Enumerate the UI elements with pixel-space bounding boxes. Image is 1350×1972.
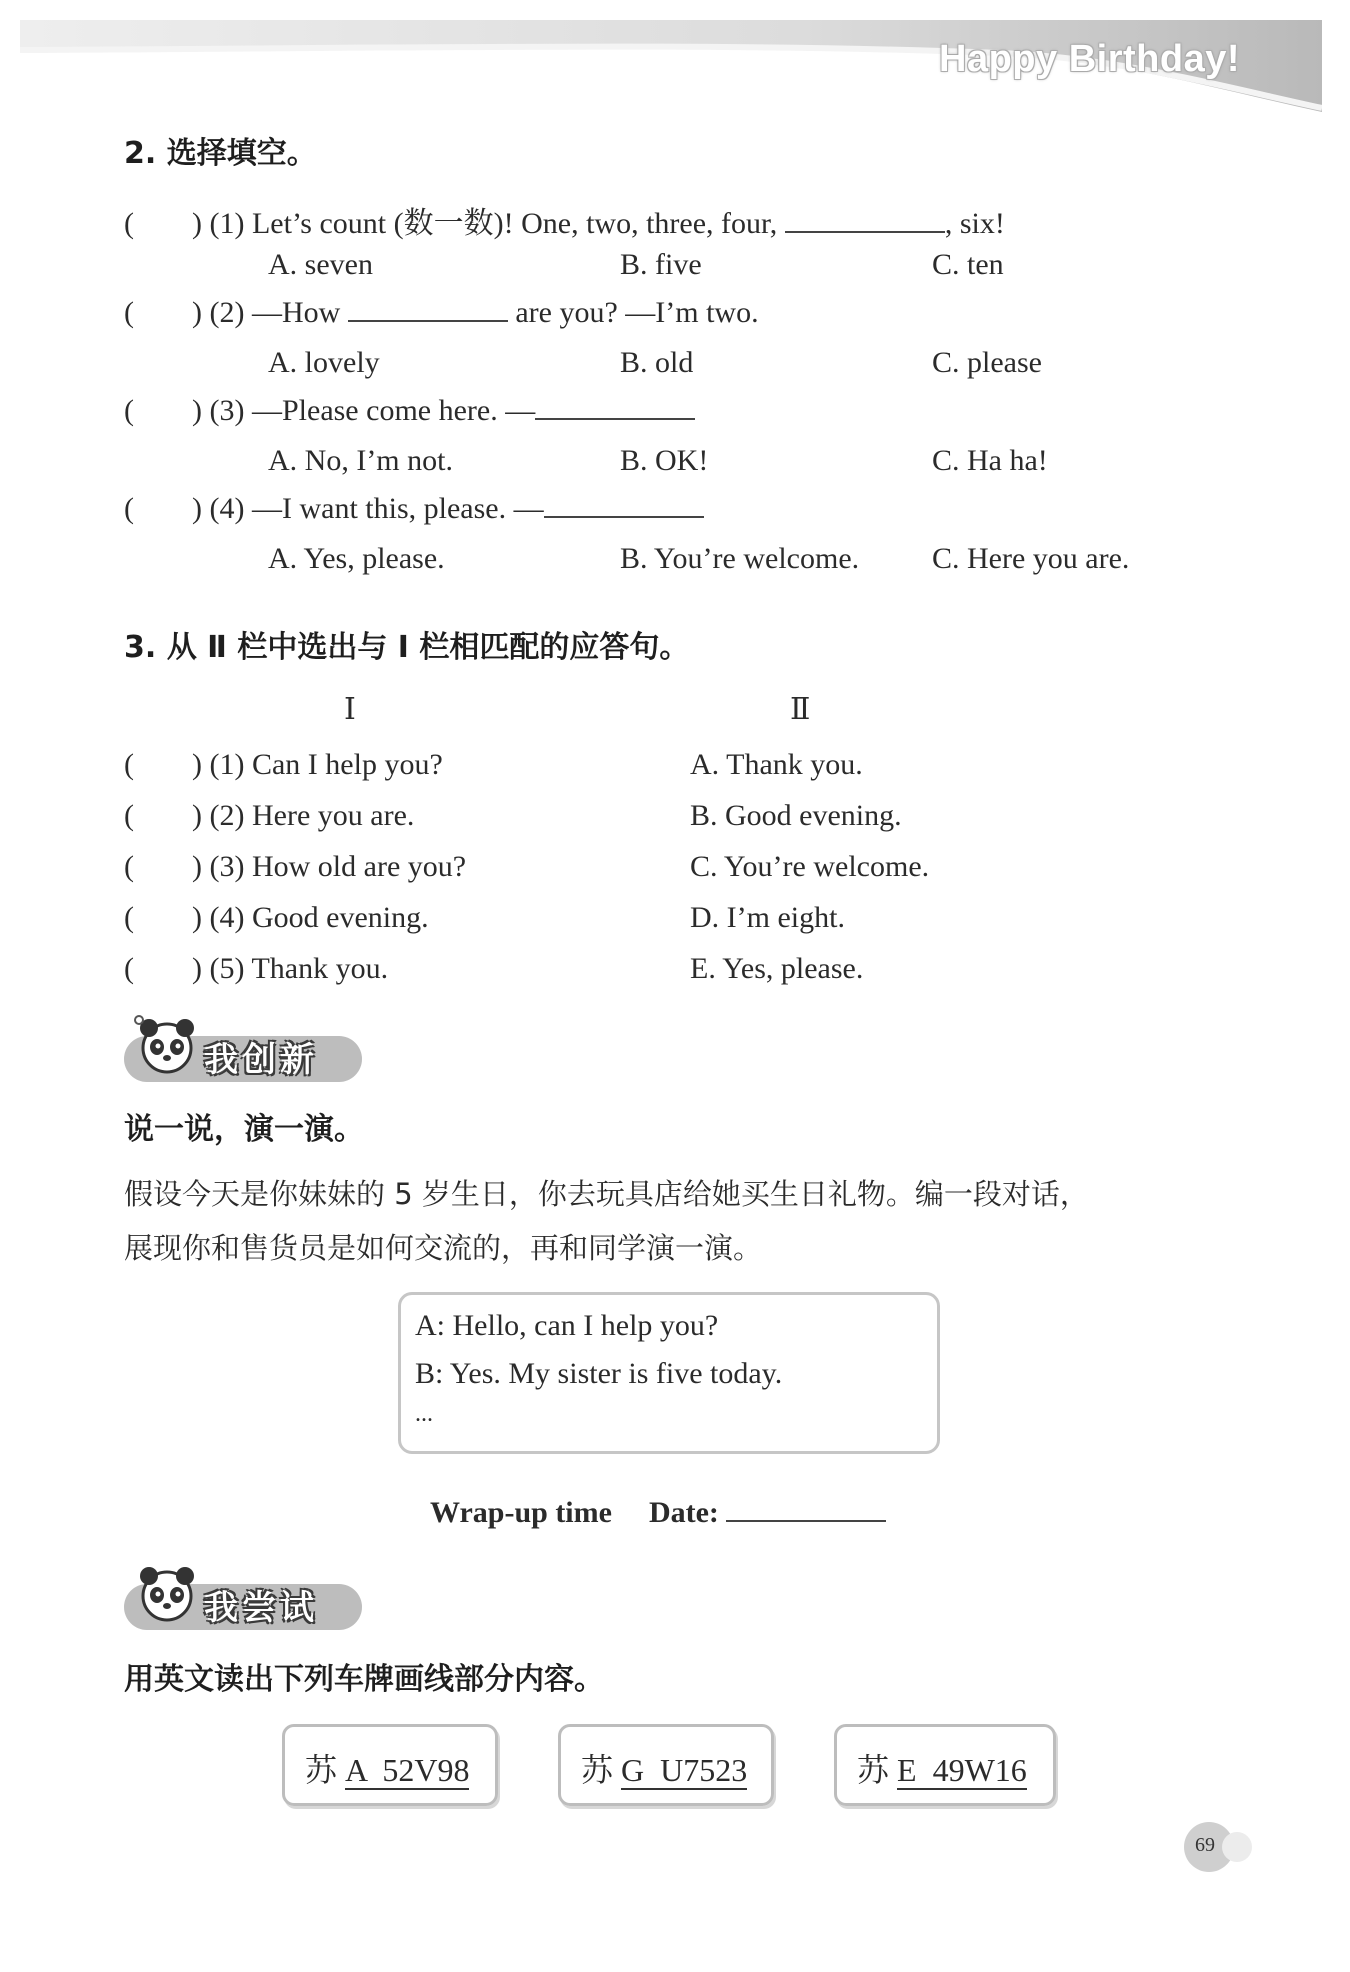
- question-2: ( ) (2) —How are you? —I’m two.: [124, 296, 759, 329]
- option-c: C. Ha ha!: [932, 444, 1048, 477]
- option-c: C. ten: [932, 248, 1004, 281]
- plate-underlined: G U7523: [621, 1752, 748, 1788]
- match-left: (3) How old are you?: [209, 850, 467, 883]
- page-number-dot: [1222, 1832, 1252, 1862]
- answer-paren[interactable]: (: [124, 901, 134, 934]
- license-plate: [834, 1724, 1056, 1806]
- answer-paren[interactable]: (: [124, 850, 134, 883]
- match-right: A. Thank you.: [690, 748, 863, 781]
- answer-paren[interactable]: (: [124, 394, 134, 427]
- dialog-box: [398, 1292, 940, 1454]
- dialog-line-1: A: Hello, can I help you?: [415, 1309, 719, 1342]
- wrapup-row: [430, 1496, 886, 1530]
- plate-prefix: 苏: [581, 1752, 614, 1788]
- question-stem-end: , six!: [944, 207, 1005, 240]
- match-right: B. Good evening.: [690, 799, 902, 832]
- match-right: E. Yes, please.: [690, 952, 864, 985]
- answer-paren[interactable]: (: [124, 799, 134, 832]
- create-badge-label: 我创新: [204, 1040, 318, 1080]
- match-row-3: ( ) (3) How old are you?: [124, 850, 467, 883]
- match-left: (1) Can I help you?: [209, 748, 443, 781]
- match-left: (4) Good evening.: [209, 901, 429, 934]
- option-c: C. Here you are.: [932, 542, 1130, 575]
- column-2-header: Ⅱ: [790, 693, 811, 726]
- question-stem: —I want this, please. —: [251, 492, 544, 525]
- option-a: A. lovely: [268, 346, 380, 379]
- create-badge: [124, 1014, 364, 1084]
- option-b: B. You’re welcome.: [620, 542, 860, 575]
- option-c: C. please: [932, 346, 1042, 379]
- question-stem: Let’s count (数一数)! One, two, three, four,: [251, 207, 778, 240]
- section-3-heading: 3. 从 Ⅱ 栏中选出与 Ⅰ 栏相匹配的应答句。: [124, 630, 690, 665]
- option-a: A. seven: [268, 248, 373, 281]
- match-left: (5) Thank you.: [209, 952, 389, 985]
- match-right: C. You’re welcome.: [690, 850, 930, 883]
- match-row-1: ( ) (1) Can I help you?: [124, 748, 443, 781]
- dialog-line-2: B: Yes. My sister is five today.: [415, 1357, 783, 1390]
- section-2-heading: 2. 选择填空。: [124, 136, 317, 171]
- answer-paren[interactable]: (: [124, 952, 134, 985]
- match-row-5: ( ) (5) Thank you.: [124, 952, 389, 985]
- match-right: D. I’m eight.: [690, 901, 845, 934]
- plate-prefix: 苏: [857, 1752, 890, 1788]
- question-stem: —How: [251, 296, 341, 329]
- dialog-line-3: ...: [415, 1401, 433, 1427]
- answer-paren[interactable]: (: [124, 207, 134, 240]
- column-1-header: Ⅰ: [344, 693, 356, 726]
- question-number: (4): [209, 492, 245, 525]
- license-plate: [558, 1724, 774, 1806]
- question-number: (2): [209, 296, 245, 329]
- plate-underlined: A 52V98: [345, 1752, 470, 1788]
- try-heading: 用英文读出下列车牌画线部分内容。: [124, 1662, 604, 1697]
- try-badge: [124, 1562, 364, 1632]
- answer-blank[interactable]: [535, 417, 695, 420]
- question-1: ( ) (1) Let’s count (数一数)! One, two, three, four, , six!: [124, 207, 1005, 240]
- answer-paren[interactable]: (: [124, 748, 134, 781]
- page-number: 69: [1195, 1834, 1215, 1856]
- header-title: Happy Birthday!: [939, 38, 1240, 80]
- plate-underlined: E 49W16: [897, 1752, 1027, 1788]
- option-a: A. No, I’m not.: [268, 444, 453, 477]
- answer-blank[interactable]: [785, 230, 945, 233]
- answer-paren[interactable]: (: [124, 492, 134, 525]
- plate-prefix: 苏: [305, 1752, 338, 1788]
- option-a: A. Yes, please.: [268, 542, 445, 575]
- panda-icon: [134, 1014, 200, 1084]
- create-heading: 说一说，演一演。: [124, 1112, 364, 1147]
- wrapup-label: Wrap-up time: [430, 1496, 612, 1529]
- create-instruction-line-1: 假设今天是你妹妹的 5 岁生日，你去玩具店给她买生日礼物。编一段对话，: [124, 1177, 1089, 1211]
- panda-icon: [134, 1562, 200, 1632]
- license-plate: [282, 1724, 498, 1806]
- page-number-badge: [1184, 1822, 1252, 1872]
- option-b: B. old: [620, 346, 694, 379]
- answer-paren[interactable]: (: [124, 296, 134, 329]
- question-number: (1): [209, 207, 245, 240]
- date-blank[interactable]: [726, 1519, 886, 1522]
- option-b: B. OK!: [620, 444, 709, 477]
- question-3: ( ) (3) —Please come here. —: [124, 394, 695, 428]
- try-badge-label: 我尝试: [204, 1588, 318, 1628]
- option-b: B. five: [620, 248, 702, 281]
- answer-blank[interactable]: [544, 515, 704, 518]
- question-stem-end: are you? —I’m two.: [515, 296, 759, 329]
- date-label: Date:: [648, 1496, 719, 1529]
- create-instruction-line-2: 展现你和售货员是如何交流的，再和同学演一演。: [124, 1231, 763, 1265]
- match-row-4: ( ) (4) Good evening.: [124, 901, 429, 934]
- question-number: (3): [209, 394, 245, 427]
- answer-blank[interactable]: [348, 319, 508, 322]
- question-stem: —Please come here. —: [251, 394, 536, 427]
- match-left: (2) Here you are.: [209, 799, 415, 832]
- match-row-2: ( ) (2) Here you are.: [124, 799, 415, 832]
- question-4: ( ) (4) —I want this, please. —: [124, 492, 704, 526]
